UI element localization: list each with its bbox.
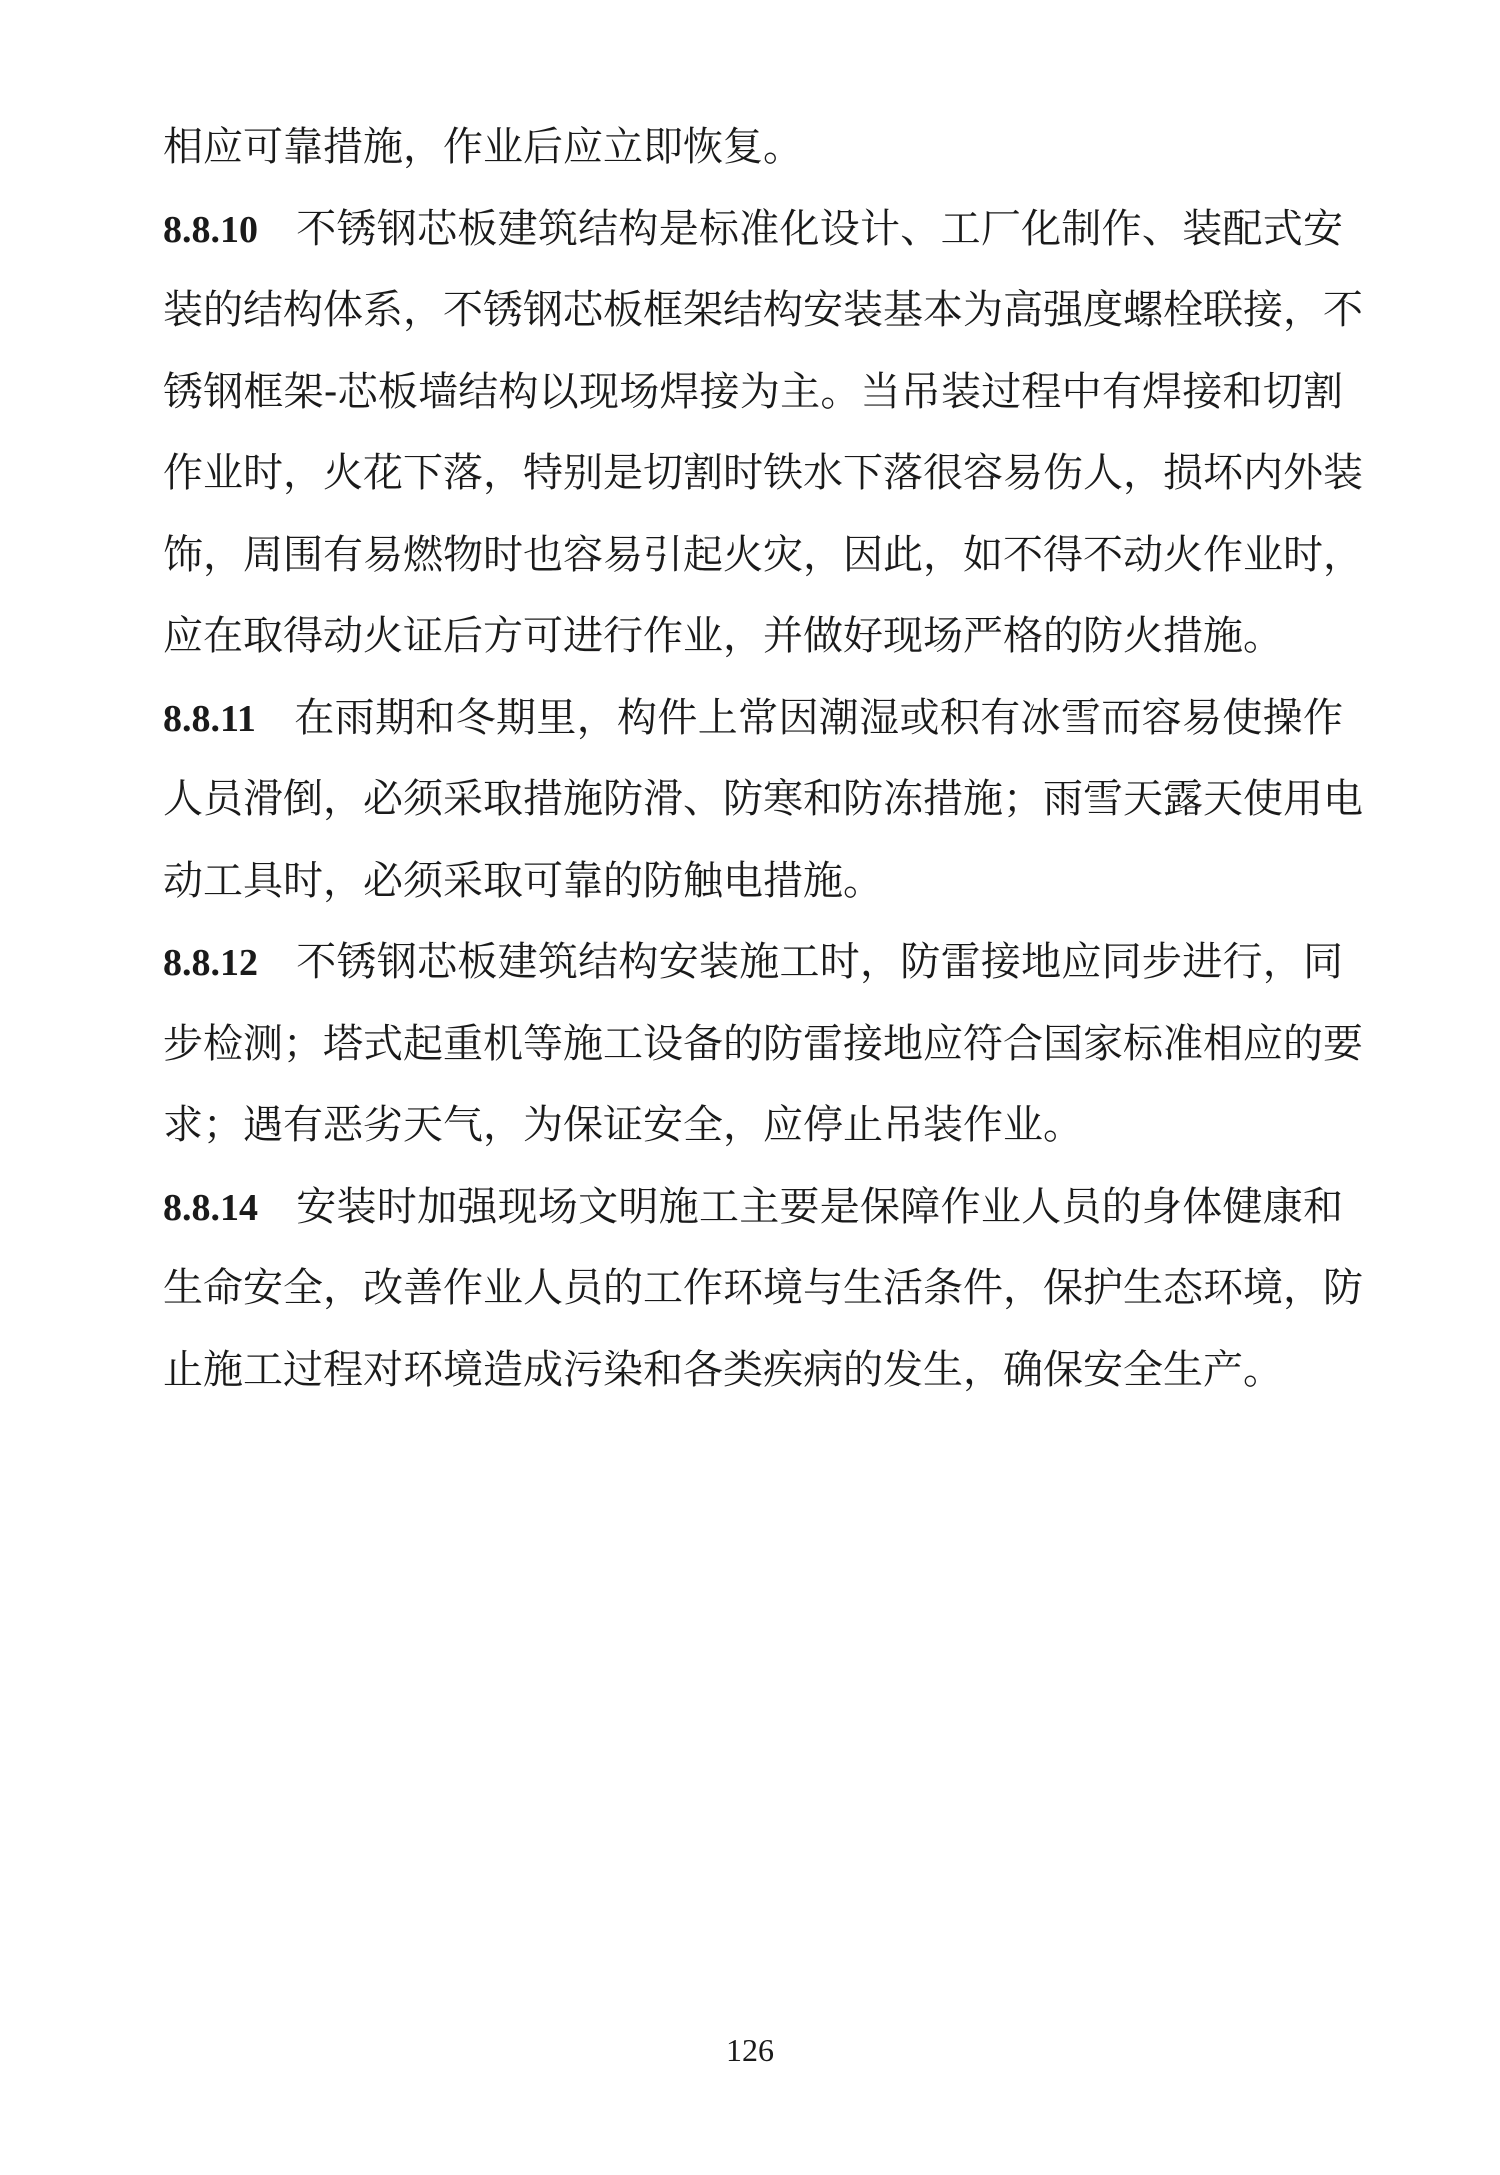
line-text: 应在取得动火证后方可进行作业，并做好现场严格的防火措施。 [163,613,1283,659]
line-text: 相应可靠措施，作业后应立即恢复。 [163,124,803,170]
line-text: 装的结构体系，不锈钢芯板框架结构安装基本为高强度螺栓联接，不 [163,287,1363,333]
text-line [163,606,1343,666]
line-text: 不锈钢芯板建筑结构安装施工时，防雷接地应同步进行，同 [296,939,1343,985]
text-line [163,1340,1343,1400]
line-text: 求；遇有恶劣天气，为保证安全，应停止吊装作业。 [163,1102,1083,1148]
text-line [163,851,1343,911]
text-line [163,769,1363,829]
clause-number: 8.8.14 [163,1187,258,1229]
text-line [163,443,1363,503]
line-text: 作业时，火花下落，特别是切割时铁水下落很容易伤人，损坏内外装 [163,450,1363,496]
clause-line [163,1177,1343,1237]
text-line [163,525,1363,585]
line-text: 锈钢框架-芯板墙结构以现场焊接为主。当吊装过程中有焊接和切割 [163,369,1343,415]
text-line [163,1095,1343,1155]
line-text: 饰，周围有易燃物时也容易引起火灾，因此，如不得不动火作业时， [163,532,1363,578]
text-line [163,1014,1363,1074]
text-line [163,117,1343,177]
line-text: 止施工过程对环境造成污染和各类疾病的发生，确保安全生产。 [163,1347,1283,1393]
line-text: 动工具时，必须采取可靠的防触电措施。 [163,858,883,904]
text-line [163,362,1343,422]
line-text: 生命安全，改善作业人员的工作环境与生活条件，保护生态环境，防 [163,1265,1363,1311]
clause-line [163,932,1343,992]
clause-number: 8.8.10 [163,209,258,251]
line-text: 在雨期和冬期里，构件上常因潮湿或积有冰雪而容易使操作 [293,695,1343,741]
line-text: 步检测；塔式起重机等施工设备的防雷接地应符合国家标准相应的要 [163,1021,1363,1067]
text-line [163,280,1363,340]
clause-number: 8.8.12 [163,942,258,984]
line-text: 不锈钢芯板建筑结构是标准化设计、工厂化制作、装配式安 [296,206,1343,252]
clause-line [163,688,1343,748]
line-text: 人员滑倒，必须采取措施防滑、防寒和防冻措施；雨雪天露天使用电 [163,776,1363,822]
clause-number: 8.8.11 [163,698,256,740]
line-text: 安装时加强现场文明施工主要是保障作业人员的身体健康和 [296,1184,1343,1230]
page-number: 126 [726,2032,774,2068]
clause-line [163,199,1343,259]
text-line [163,1258,1363,1318]
